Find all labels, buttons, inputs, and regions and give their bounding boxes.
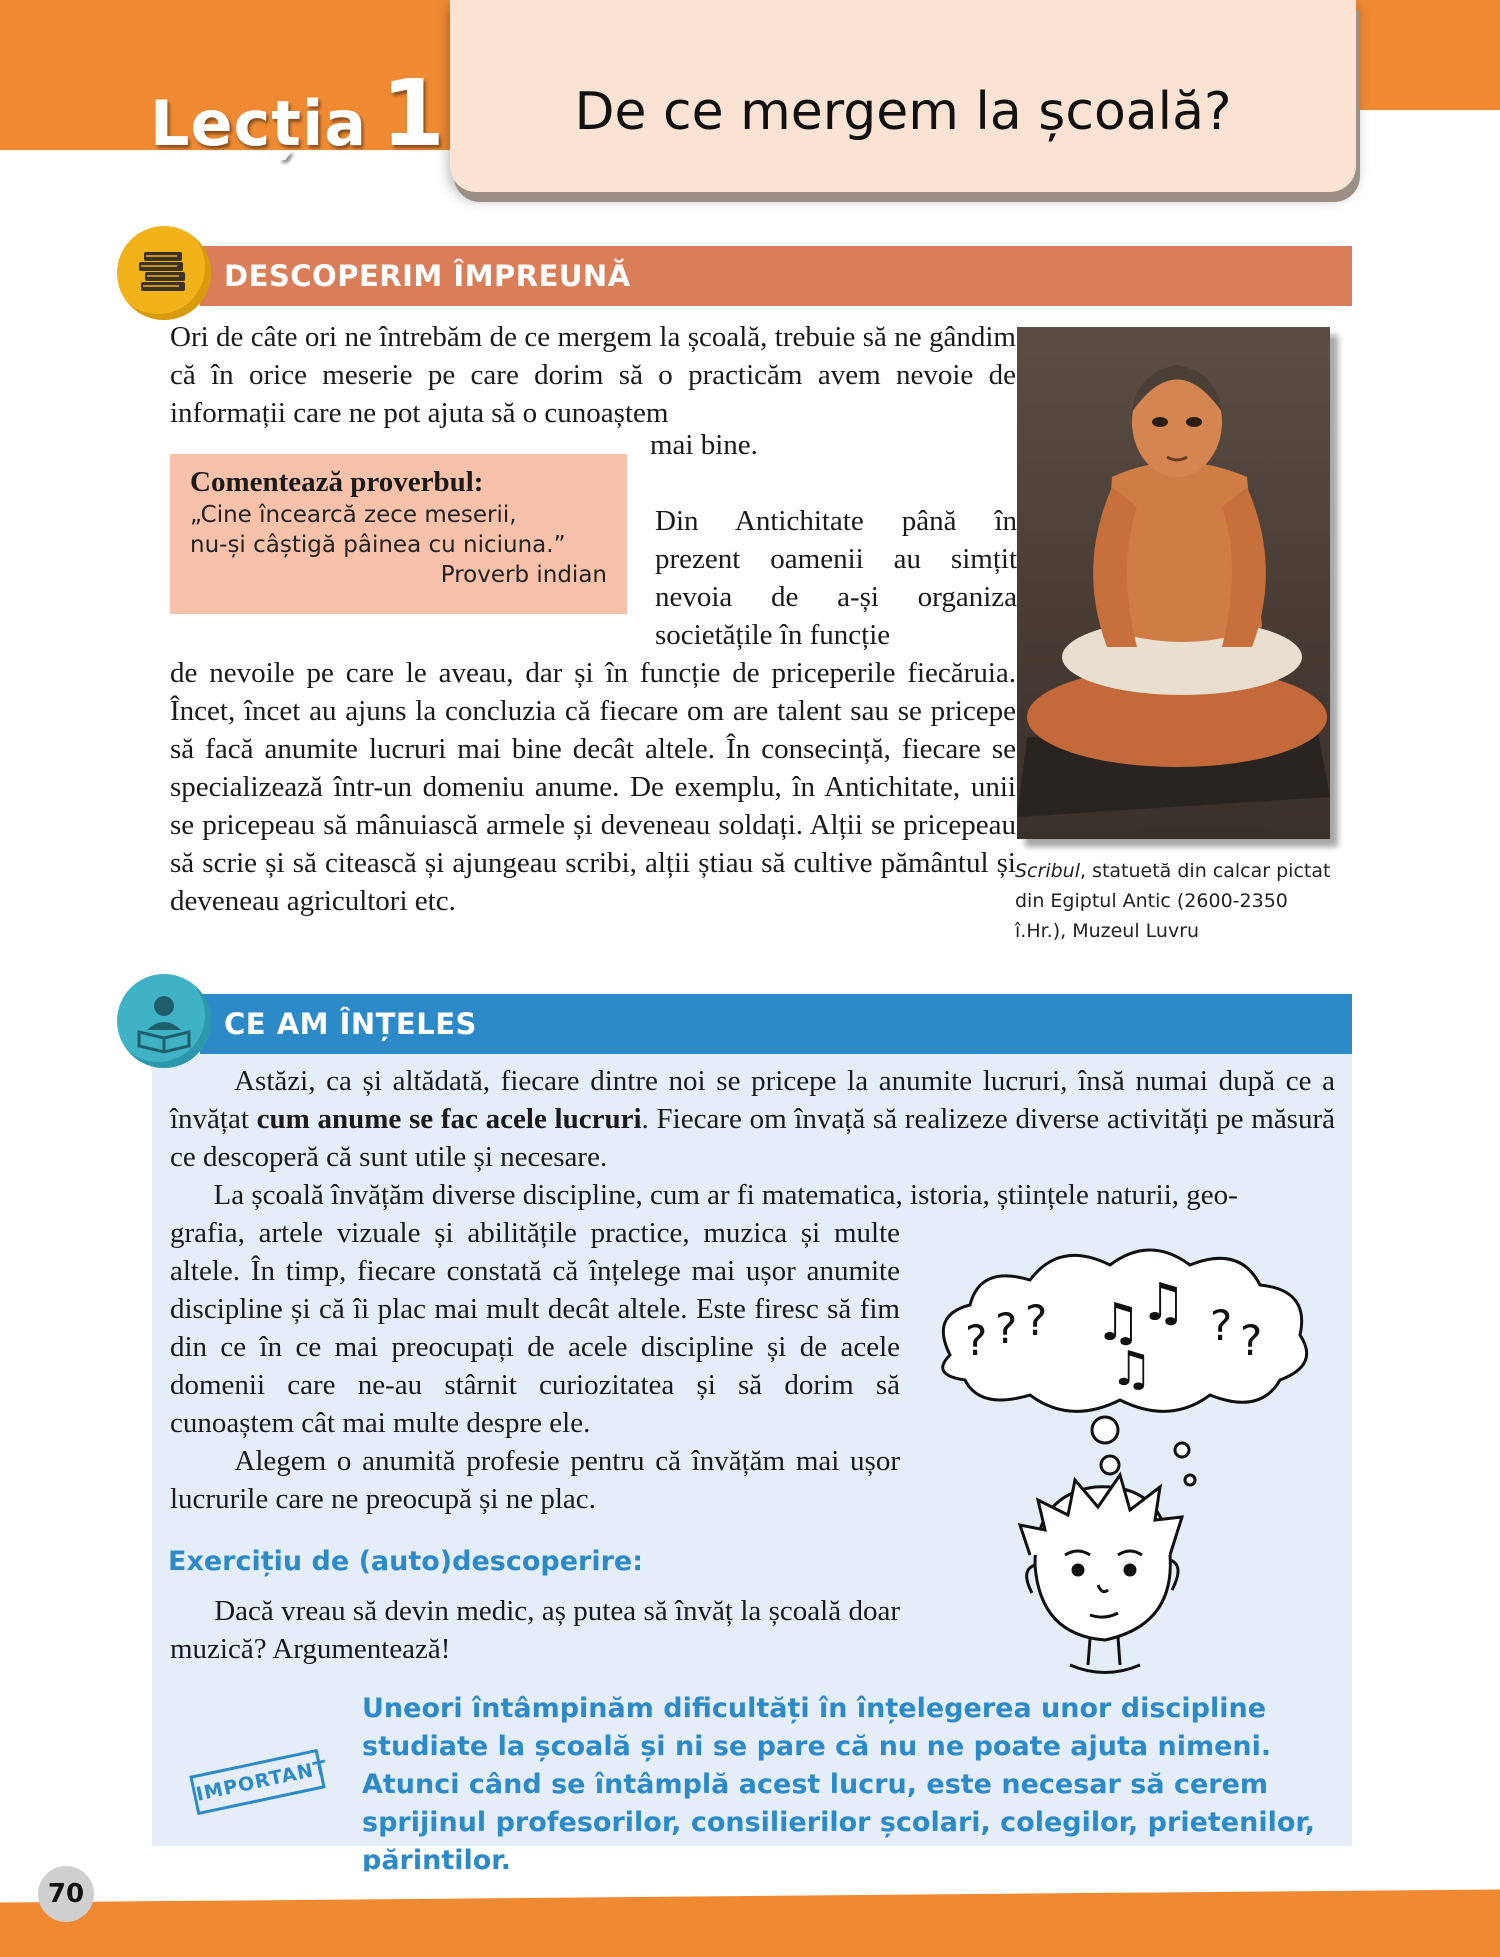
important-note: Uneori întâmpinăm dificultăți în înțelegerea unor discipline studiate la școală și ni se pare că nu ne poate ajuta nimeni. Atunci când se întâmplă acest lucru, este necesar să cerem sprijinul profesorilor, consilierilor școlari, colegilor, prietenilor, părinților. bbox=[362, 1693, 1315, 1876]
paragraph-profession bbox=[170, 1442, 900, 1518]
paragraph-school-rest: grafia, artele vizuale și abilitățile practice, muzica și multe altele. În timp, fiecare constată că înțelege mai ușor anumite discipline și că îi plac mai mult decât altele. Este firesc să fim din ce în ce mai preocupați de acele discipline și de acele domenii care ne-au stârnit curiozitatea și să dorim să cunoaștem cât mai multe despre ele. bbox=[170, 1217, 900, 1439]
svg-text:♫: ♫ bbox=[1095, 1293, 1142, 1353]
page-number: 70 bbox=[38, 1866, 94, 1922]
intro-paragraph-end: mai bine. bbox=[650, 429, 758, 461]
section-heading-ce-am-inteles: CE AM ÎNȚELES bbox=[200, 994, 1352, 1054]
photo-caption bbox=[1015, 856, 1345, 946]
svg-text:?: ? bbox=[965, 1316, 988, 1365]
scribe-statue-photo bbox=[1017, 327, 1330, 839]
proverb-source: Proverb indian bbox=[440, 562, 607, 588]
proverb-box bbox=[170, 454, 627, 614]
reading-person-icon bbox=[117, 974, 211, 1068]
exercise-title: Exercițiu de (auto)descoperire: bbox=[168, 1546, 644, 1577]
svg-text:?: ? bbox=[1240, 1316, 1263, 1365]
header-notch bbox=[1356, 110, 1500, 150]
lesson-label bbox=[150, 60, 446, 167]
paragraph-today-bold: cum anume se fac acele lucruri bbox=[256, 1103, 642, 1135]
lesson-number: 1 bbox=[381, 60, 447, 167]
caption-italic: Scribul bbox=[1015, 860, 1080, 882]
lesson-word: Lecția bbox=[150, 87, 368, 160]
proverb-line-1: „Cine încearcă zece meserii, bbox=[190, 502, 517, 528]
paragraph-school-line bbox=[170, 1176, 1335, 1214]
intro-paragraph: Ori de câte ori ne întrebăm de ce mergem la școală, trebuie să ne gândim că în orice meserie pe care dorim să o practicăm avem nevoie de informații care ne pot ajuta să o cunoaștem bbox=[170, 321, 1016, 429]
exercise-text bbox=[170, 1592, 900, 1668]
paragraph-profession-text: Alegem o anumită profesie pentru că învățăm mai ușor lucrurile care ne preocupă și ne plac. bbox=[170, 1445, 900, 1515]
proverb-title: Comentează proverbul: bbox=[190, 466, 484, 498]
svg-text:♫: ♫ bbox=[1110, 1341, 1154, 1397]
paragraph-today bbox=[170, 1062, 1335, 1176]
exercise-text-content: Dacă vreau să devin medic, aș putea să învăț la școală doar muzică? Argumentează! bbox=[170, 1595, 900, 1665]
page-title: De ce mergem la școală? bbox=[574, 82, 1232, 142]
paragraph-today-end: . Fiecare om învață să realizeze diverse activități pe măsură ce descoperă că sunt utile și necesare. bbox=[170, 1103, 1336, 1173]
svg-text:?: ? bbox=[1210, 1301, 1233, 1350]
svg-text:♫: ♫ bbox=[1140, 1273, 1187, 1333]
thinking-boy-illustration bbox=[920, 1225, 1340, 1685]
antiquity-paragraph-continued: de nevoile pe care le aveau, dar și în funcție de priceperile fiecăruia. Încet, încet au ajuns la concluzia că fiecare om are talent sau se pricepe să facă anumite lucruri mai bine decât altele. În consecință, fiecare se specializează într-un domeniu anume. De exemplu, în Antichitate, unii se pricepeau să mânuiască armele și deveneau soldați. Alții se pricepeau să scrie și să citească și ajungeau scribi, alții știau să cultive pământul și deveneau agricultori etc. bbox=[170, 657, 1016, 917]
important-stamp: IMPORTANT bbox=[189, 1749, 325, 1815]
books-icon bbox=[117, 226, 211, 320]
caption-text: , statuetă din calcar pictat din Egiptul Antic (2600-2350 î.Hr.), Muzeul Luvru bbox=[1015, 860, 1331, 942]
paragraph-today-start: Astăzi, ca și altădată, fiecare dintre noi se pricepe la anumite lucruri, însă numai după ce a învățat bbox=[170, 1065, 1335, 1135]
antiquity-paragraph: Din Antichitate până în prezent oamenii au simțit nevoia de a-și organiza societățile în funcție bbox=[655, 505, 1017, 651]
paragraph-school-line-text: La școală învățăm diverse discipline, cum ar fi matematica, istoria, științele naturii, geo- bbox=[213, 1179, 1238, 1211]
section-heading-descoperim: DESCOPERIM ÎMPREUNĂ bbox=[200, 246, 1352, 306]
svg-text:?: ? bbox=[995, 1304, 1018, 1353]
svg-text:?: ? bbox=[1025, 1296, 1048, 1345]
proverb-line-2: nu-și câștigă pâinea cu niciuna.” bbox=[190, 532, 566, 558]
